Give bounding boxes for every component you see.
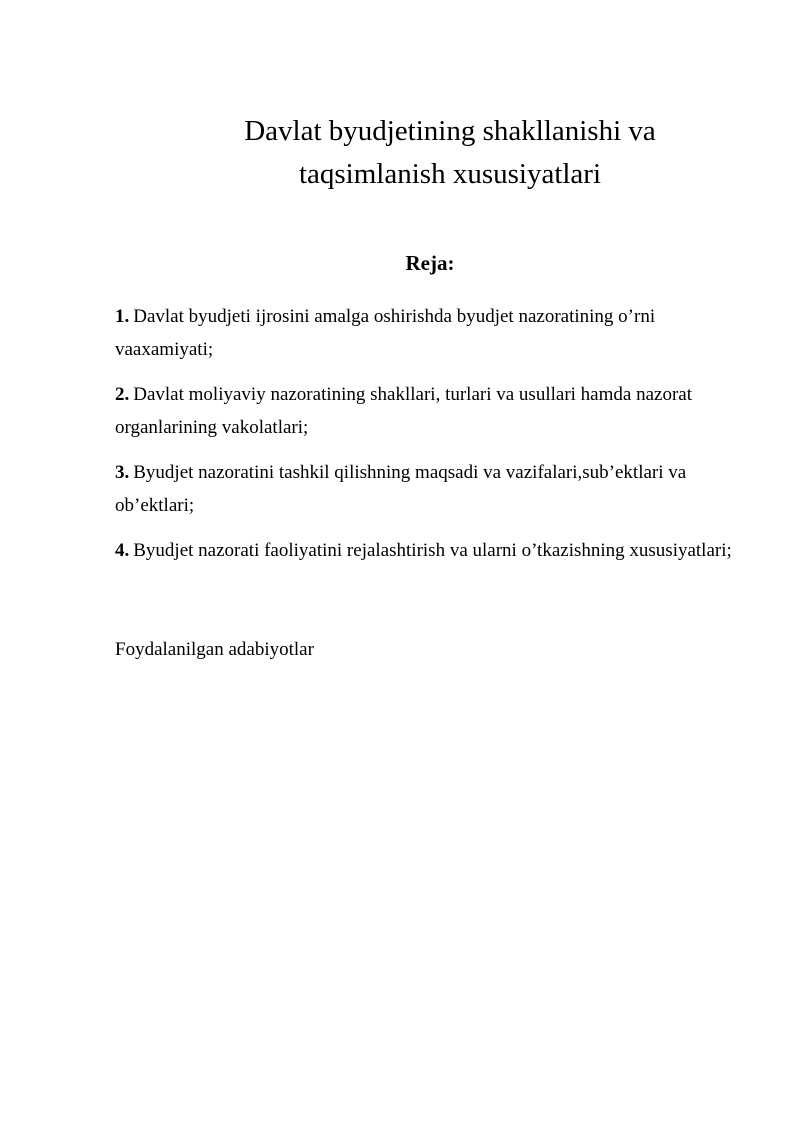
title-line-2: taqsimlanish xususiyatlari (298, 158, 602, 190)
plan-item-3 (115, 456, 740, 522)
title-line-1: Davlat byudjetining shakllanishi va (244, 115, 656, 147)
plan-item-4 (115, 534, 740, 567)
plan-item-number: 4. (115, 540, 130, 561)
plan-item-text: Davlat moliyaviy nazoratining shakllari, turlari va usullari hamda nazorat organlarining vakolatlari; (115, 384, 692, 438)
plan-item-text: Davlat byudjeti ijrosini amalga oshirishda byudjet nazoratining o’rni vaaxamiyati; (115, 306, 656, 360)
plan-item-number: 2. (115, 384, 130, 405)
document-title (200, 110, 700, 196)
plan-heading: Reja: (405, 251, 455, 275)
plan-item-1 (115, 300, 740, 366)
plan-item-number: 1. (115, 306, 130, 327)
plan-item-2 (115, 378, 740, 444)
plan-item-text: Byudjet nazorati faoliyatini rejalashtirish va ularni o’tkazishning xususiyatlari; (133, 540, 732, 561)
plan-list (115, 300, 740, 579)
plan-item-number: 3. (115, 462, 130, 483)
plan-item-text: Byudjet nazoratini tashkil qilishning maqsadi va vazifalari,sub’ektlari va ob’ektlari; (115, 462, 687, 516)
references-label: Foydalanilgan adabiyotlar (115, 639, 314, 660)
